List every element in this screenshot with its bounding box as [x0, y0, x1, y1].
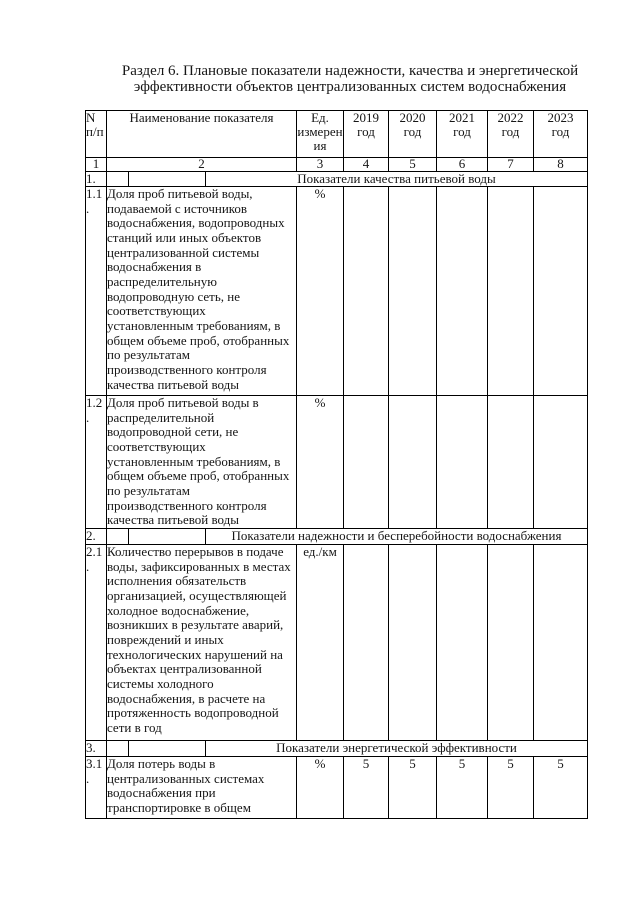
section-row	[86, 529, 588, 545]
section-number: 1.	[86, 172, 107, 187]
column-number: 8	[534, 158, 588, 172]
column-number: 7	[488, 158, 534, 172]
row-value-2023	[534, 396, 588, 529]
header-year-2023: 2023 год	[534, 111, 588, 158]
section-heading: Раздел 6. Плановые показатели надежности, качества и энергетической эффективности объектов централизованных систем водоснабжения	[121, 63, 579, 95]
column-number: 3	[297, 158, 344, 172]
row-value-2019	[344, 187, 389, 396]
row-number: 2.1 .	[86, 545, 107, 741]
column-number: 2	[107, 158, 297, 172]
section-row	[86, 172, 588, 187]
table-header-row	[86, 111, 588, 158]
section-empty-cell	[107, 741, 129, 757]
section-title: Показатели энергетической эффективности	[206, 741, 588, 757]
header-year-2021: 2021 год	[437, 111, 488, 158]
row-value-2020	[389, 396, 437, 529]
row-value-2019	[344, 545, 389, 741]
row-value-2019: 5	[344, 757, 389, 819]
column-number: 4	[344, 158, 389, 172]
table-row	[86, 757, 588, 819]
table-row	[86, 545, 588, 741]
header-year-2022: 2022 год	[488, 111, 534, 158]
row-value-2020	[389, 187, 437, 396]
column-number: 1	[86, 158, 107, 172]
row-value-2023: 5	[534, 757, 588, 819]
row-value-2023	[534, 187, 588, 396]
row-indicator-name: Доля проб питьевой воды, подаваемой с источников водоснабжения, водопроводных станций или иных объектов централизованной системы водоснабжения в распределительную водопроводную сеть, не соответствующих установленным требованиям, в общем объеме проб, отобранных по результатам производственного контроля качества питьевой воды	[107, 187, 297, 396]
row-value-2022	[488, 187, 534, 396]
indicators-table	[85, 110, 588, 819]
row-value-2021	[437, 187, 488, 396]
column-number: 6	[437, 158, 488, 172]
header-name: Наименование показателя	[107, 111, 297, 158]
section-number: 3.	[86, 741, 107, 757]
row-unit: %	[297, 396, 344, 529]
section-empty-cell	[129, 741, 206, 757]
row-number: 1.1 .	[86, 187, 107, 396]
row-value-2020: 5	[389, 757, 437, 819]
row-value-2022: 5	[488, 757, 534, 819]
row-indicator-name: Доля проб питьевой воды в распределительной водопроводной сети, не соответствующих установленным требованиям, в общем объеме проб, отобранных по результатам производственного контроля качества питьевой воды	[107, 396, 297, 529]
section-empty-cell	[107, 172, 129, 187]
row-unit: ед./км	[297, 545, 344, 741]
header-unit: Ед. измерен ия	[297, 111, 344, 158]
row-number: 3.1 .	[86, 757, 107, 819]
row-indicator-name: Доля потерь воды в централизованных системах водоснабжения при транспортировке в общем	[107, 757, 297, 819]
section-number: 2.	[86, 529, 107, 545]
row-value-2022	[488, 396, 534, 529]
row-unit: %	[297, 187, 344, 396]
section-row	[86, 741, 588, 757]
row-value-2020	[389, 545, 437, 741]
header-year-2019: 2019 год	[344, 111, 389, 158]
table-row	[86, 396, 588, 529]
row-unit: %	[297, 757, 344, 819]
section-title: Показатели надежности и бесперебойности водоснабжения	[206, 529, 588, 545]
section-title: Показатели качества питьевой воды	[206, 172, 588, 187]
row-value-2021: 5	[437, 757, 488, 819]
row-number: 1.2 .	[86, 396, 107, 529]
header-year-2020: 2020 год	[389, 111, 437, 158]
section-empty-cell	[129, 172, 206, 187]
section-empty-cell	[129, 529, 206, 545]
row-value-2022	[488, 545, 534, 741]
row-value-2019	[344, 396, 389, 529]
row-value-2021	[437, 545, 488, 741]
section-empty-cell	[107, 529, 129, 545]
column-number: 5	[389, 158, 437, 172]
row-value-2023	[534, 545, 588, 741]
table-row	[86, 187, 588, 396]
row-value-2021	[437, 396, 488, 529]
row-indicator-name: Количество перерывов в подаче воды, зафиксированных в местах исполнения обязательств организацией, осуществляющей холодное водоснабжение, возникших в результате аварий, повреждений и иных технологических нарушений на объектах централизованной системы холодного водоснабжения, в расчете на протяженность водопроводной сети в год	[107, 545, 297, 741]
column-numbers-row	[86, 158, 588, 172]
header-number: N п/п	[86, 111, 107, 158]
